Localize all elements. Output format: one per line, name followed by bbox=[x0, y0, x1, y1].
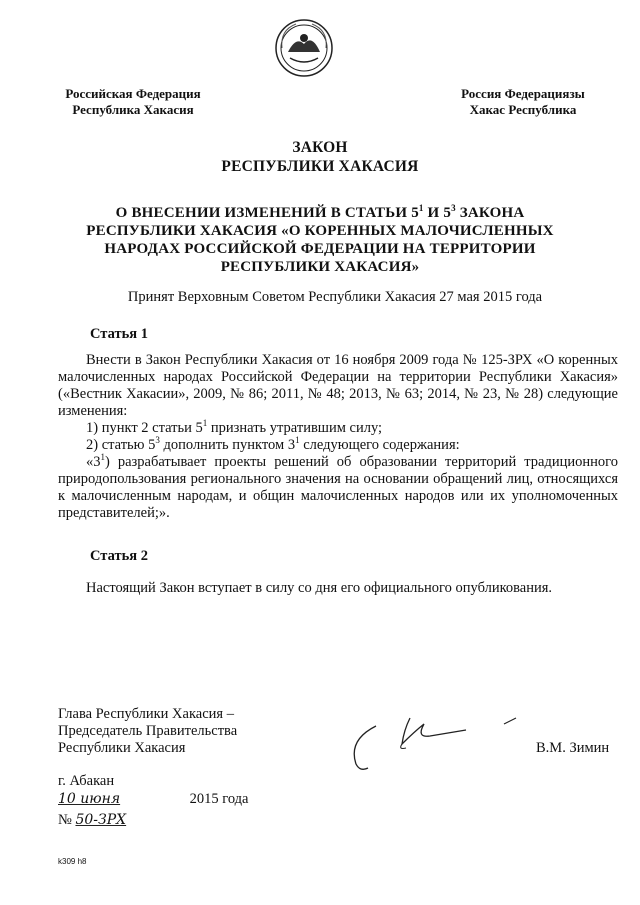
title-republic: РЕСПУБЛИКИ ХАКАСИЯ bbox=[221, 158, 419, 175]
article2-heading: Статья 2 bbox=[90, 548, 148, 564]
number-handwritten: 50-ЗРХ bbox=[75, 812, 127, 828]
header-left bbox=[48, 86, 218, 118]
article2-text: Настоящий Закон вступает в силу со дня его официального опубликования. bbox=[86, 580, 553, 596]
article2-body bbox=[58, 580, 618, 597]
adoption-note: Принят Верховным Советом Республики Хакасия 27 мая 2015 года bbox=[127, 289, 543, 305]
subject-line1: О ВНЕСЕНИИ ИЗМЕНЕНИЙ В СТАТЬИ $5^1$ И $5^3$ ЗАКОНА bbox=[115, 203, 525, 221]
subject-line3: НАРОДАХ РОССИЙСКОЙ ФЕДЕРАЦИИ НА ТЕРРИТОРИИ bbox=[104, 241, 536, 257]
footer-code: k309 h8 bbox=[58, 857, 87, 866]
number-prefix: № bbox=[58, 812, 72, 828]
law-number bbox=[58, 812, 149, 829]
article1-item2: 2) статью $5^3$ дополнить пунктом $3^1$ следующего содержания: bbox=[86, 435, 460, 453]
header-right-line1: Россия Федерациязы bbox=[461, 86, 585, 101]
signatory-line3: Республики Хакасия bbox=[58, 740, 186, 756]
signing-date bbox=[58, 791, 248, 808]
article1-item1: 1) пункт 2 статьи $5^1$ признать утратившим силу; bbox=[86, 418, 383, 436]
subject-line2: РЕСПУБЛИКИ ХАКАСИЯ «О КОРЕННЫХ МАЛОЧИСЛЕННЫХ bbox=[86, 223, 554, 239]
header-right-line2: Хакас Республика bbox=[469, 102, 577, 117]
signatory-line2: Председатель Правительства bbox=[58, 723, 238, 739]
article1-quote: «$3^1$) разрабатывает проекты решений об образовании территорий традиционного природопользования регионального значения на основании обращений лиц, относящихся к малочисленным народам, и общин малочисленных народов или их уполномоченных представителей;». bbox=[58, 452, 618, 521]
date-year: 2015 года bbox=[189, 791, 249, 807]
document-subject bbox=[60, 204, 580, 276]
signer-name: В.М. Зимин bbox=[536, 740, 610, 756]
article1-heading: Статья 1 bbox=[90, 326, 148, 342]
title-law: ЗАКОН bbox=[292, 139, 348, 156]
signatory-line1: Глава Республики Хакасия – bbox=[58, 706, 234, 722]
document-title bbox=[60, 138, 580, 176]
article1-intro: Внести в Закон Республики Хакасия от 16 ноября 2009 года № 125-ЗРХ «О коренных малочисленных народах Российской Федерации на территории Республики Хакасия» («Вестник Хакасии», 2009, № 86; 2011, № 48; 2013, № 63; 2014, № 23, № 28) следующие изменения: bbox=[58, 352, 618, 419]
header-left-line1: Российская Федерация bbox=[65, 86, 201, 101]
subject-line4: РЕСПУБЛИКИ ХАКАСИЯ» bbox=[220, 259, 420, 275]
header-left-line2: Республика Хакасия bbox=[72, 102, 194, 117]
article1-body bbox=[58, 352, 618, 522]
date-handwritten: 10 июня bbox=[58, 791, 121, 807]
coat-of-arms-emblem bbox=[274, 18, 334, 78]
handwritten-signature bbox=[340, 706, 530, 776]
signatory-title bbox=[58, 706, 237, 757]
header-right bbox=[438, 86, 608, 118]
place-of-signing: г. Абакан bbox=[58, 773, 115, 789]
